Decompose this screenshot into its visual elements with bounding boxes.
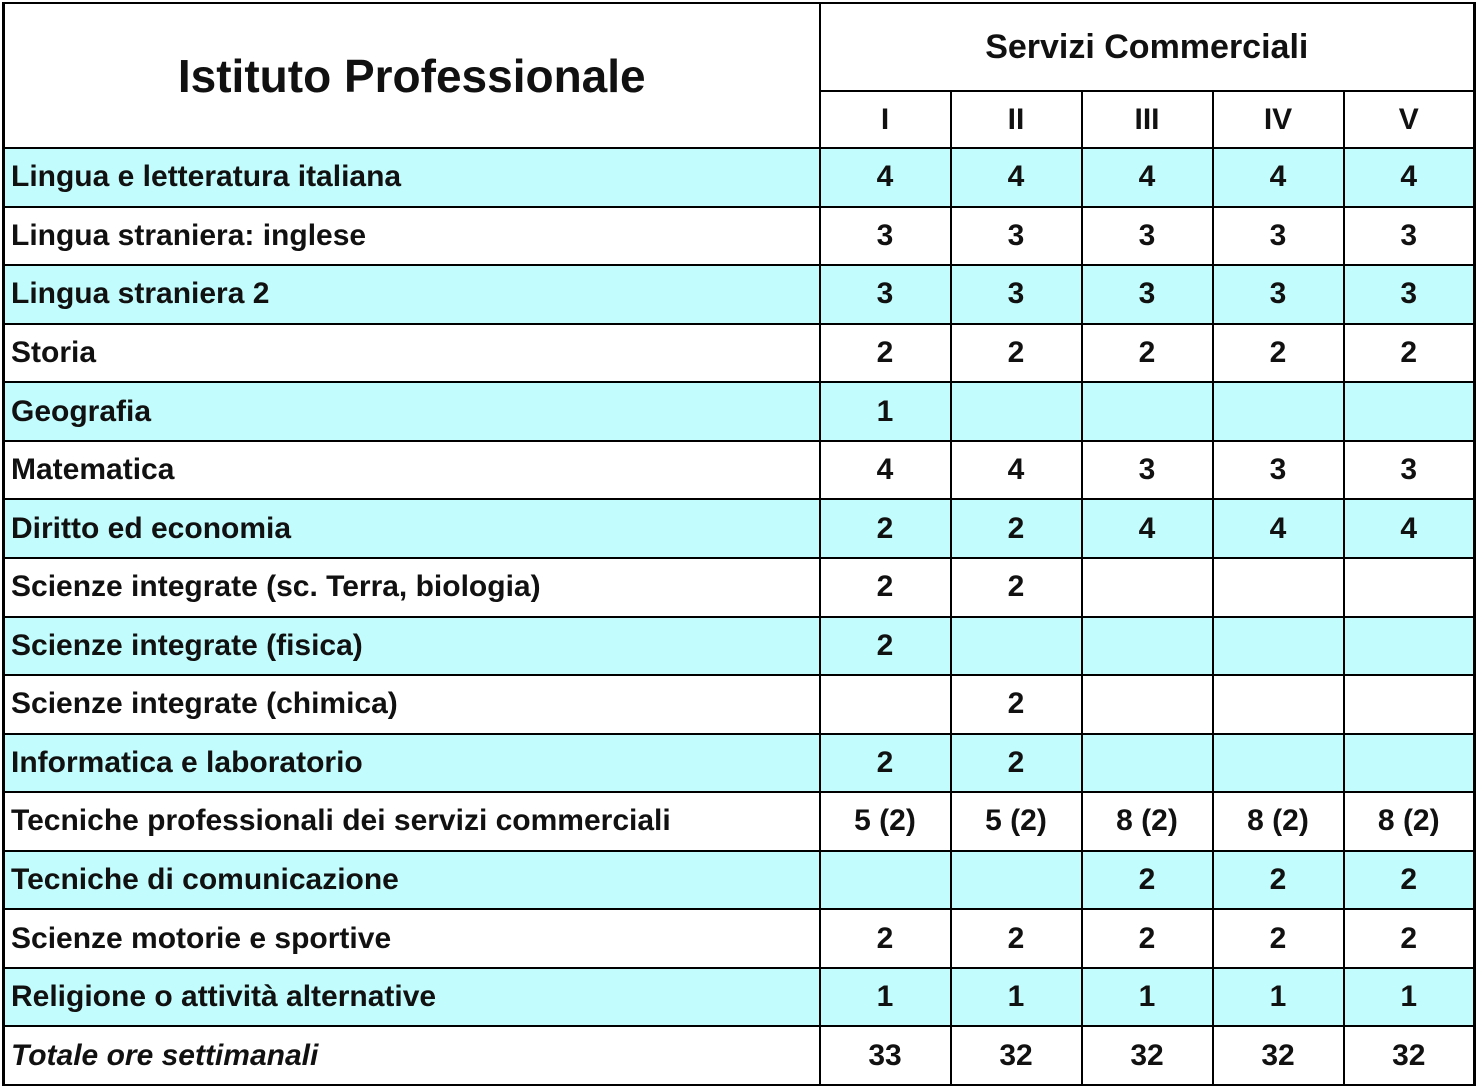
subject-cell: Scienze integrate (chimica) — [4, 675, 820, 734]
subject-cell: Tecniche professionali dei servizi commerciali — [4, 792, 820, 851]
table-row — [4, 499, 1475, 558]
hours-cell — [1213, 675, 1344, 734]
hours-cell: 2 — [1213, 324, 1344, 383]
hours-cell — [1213, 617, 1344, 676]
hours-cell: 2 — [820, 499, 951, 558]
hours-cell: 2 — [1344, 851, 1475, 910]
subject-cell: Geografia — [4, 382, 820, 441]
hours-cell — [951, 851, 1082, 910]
table-row — [4, 968, 1475, 1027]
year-header-5: V — [1344, 91, 1475, 148]
hours-cell: 2 — [820, 617, 951, 676]
hours-cell: 1 — [951, 968, 1082, 1027]
subject-cell: Scienze integrate (sc. Terra, biologia) — [4, 558, 820, 617]
hours-cell: 2 — [1082, 909, 1213, 968]
hours-cell: 3 — [1213, 441, 1344, 500]
table-row — [4, 324, 1475, 383]
total-hours-cell: 32 — [1344, 1026, 1475, 1085]
subject-cell: Storia — [4, 324, 820, 383]
total-hours-cell: 32 — [1082, 1026, 1213, 1085]
hours-cell: 1 — [820, 968, 951, 1027]
year-header-3: III — [1082, 91, 1213, 148]
hours-cell — [1344, 382, 1475, 441]
hours-cell: 1 — [1344, 968, 1475, 1027]
subject-cell: Informatica e laboratorio — [4, 734, 820, 793]
hours-cell: 5 (2) — [820, 792, 951, 851]
hours-cell — [1082, 558, 1213, 617]
table-row — [4, 382, 1475, 441]
hours-cell: 2 — [951, 324, 1082, 383]
hours-cell: 5 (2) — [951, 792, 1082, 851]
hours-cell — [951, 617, 1082, 676]
hours-cell — [820, 851, 951, 910]
table-row — [4, 792, 1475, 851]
total-label: Totale ore settimanali — [4, 1026, 820, 1085]
table-row — [4, 617, 1475, 676]
hours-cell — [1082, 734, 1213, 793]
table-row — [4, 909, 1475, 968]
hours-cell: 3 — [1082, 207, 1213, 266]
hours-cell — [951, 382, 1082, 441]
year-header-4: IV — [1213, 91, 1344, 148]
hours-cell: 8 (2) — [1082, 792, 1213, 851]
hours-cell — [1344, 558, 1475, 617]
hours-cell: 2 — [1213, 909, 1344, 968]
hours-cell: 2 — [820, 324, 951, 383]
hours-cell: 3 — [1082, 265, 1213, 324]
table-row — [4, 441, 1475, 500]
hours-cell: 8 (2) — [1213, 792, 1344, 851]
hours-cell: 2 — [820, 558, 951, 617]
hours-cell: 3 — [1344, 441, 1475, 500]
header-row-course — [4, 3, 1475, 91]
hours-cell: 8 (2) — [1344, 792, 1475, 851]
table-row — [4, 734, 1475, 793]
hours-cell — [1213, 558, 1344, 617]
hours-cell: 1 — [820, 382, 951, 441]
hours-cell: 4 — [951, 148, 1082, 207]
hours-cell — [1344, 675, 1475, 734]
hours-cell: 3 — [951, 265, 1082, 324]
hours-cell — [1213, 382, 1344, 441]
total-hours-cell: 32 — [951, 1026, 1082, 1085]
total-hours-cell: 32 — [1213, 1026, 1344, 1085]
table-row — [4, 207, 1475, 266]
hours-cell: 3 — [951, 207, 1082, 266]
subject-cell: Lingua straniera 2 — [4, 265, 820, 324]
hours-cell: 4 — [1344, 148, 1475, 207]
hours-cell — [1213, 734, 1344, 793]
year-header-2: II — [951, 91, 1082, 148]
hours-cell: 2 — [1082, 324, 1213, 383]
subject-cell: Diritto ed economia — [4, 499, 820, 558]
hours-cell: 3 — [1082, 441, 1213, 500]
hours-cell: 3 — [820, 265, 951, 324]
table-row — [4, 148, 1475, 207]
hours-cell: 2 — [1082, 851, 1213, 910]
table-row — [4, 265, 1475, 324]
hours-cell: 3 — [1213, 265, 1344, 324]
year-header-1: I — [820, 91, 951, 148]
hours-cell: 2 — [1344, 909, 1475, 968]
hours-cell: 3 — [1344, 265, 1475, 324]
hours-cell: 2 — [951, 499, 1082, 558]
hours-cell: 4 — [820, 148, 951, 207]
course-header: Servizi Commerciali — [820, 3, 1475, 91]
hours-cell — [820, 675, 951, 734]
hours-cell — [1344, 617, 1475, 676]
subject-cell: Lingua e letteratura italiana — [4, 148, 820, 207]
hours-cell: 2 — [951, 675, 1082, 734]
hours-cell: 4 — [1213, 499, 1344, 558]
subject-cell: Tecniche di comunicazione — [4, 851, 820, 910]
hours-cell: 2 — [951, 734, 1082, 793]
hours-cell: 4 — [1082, 148, 1213, 207]
subject-cell: Scienze integrate (fisica) — [4, 617, 820, 676]
hours-cell: 2 — [1344, 324, 1475, 383]
table-title: Istituto Professionale — [4, 3, 820, 148]
timetable-body — [4, 148, 1475, 1085]
hours-cell: 4 — [1082, 499, 1213, 558]
table-row — [4, 851, 1475, 910]
subject-cell: Scienze motorie e sportive — [4, 909, 820, 968]
total-row — [4, 1026, 1475, 1085]
hours-cell — [1082, 617, 1213, 676]
hours-cell: 2 — [820, 734, 951, 793]
hours-cell: 4 — [951, 441, 1082, 500]
hours-cell: 4 — [1344, 499, 1475, 558]
table-row — [4, 675, 1475, 734]
timetable — [2, 2, 1476, 1086]
hours-cell — [1082, 675, 1213, 734]
hours-cell: 3 — [820, 207, 951, 266]
hours-cell — [1082, 382, 1213, 441]
hours-cell — [1344, 734, 1475, 793]
hours-cell: 4 — [820, 441, 951, 500]
hours-cell: 1 — [1213, 968, 1344, 1027]
hours-cell: 3 — [1344, 207, 1475, 266]
table-row — [4, 558, 1475, 617]
subject-cell: Matematica — [4, 441, 820, 500]
hours-cell: 1 — [1082, 968, 1213, 1027]
hours-cell: 2 — [951, 558, 1082, 617]
subject-cell: Religione o attività alternative — [4, 968, 820, 1027]
hours-cell: 2 — [951, 909, 1082, 968]
hours-cell: 2 — [820, 909, 951, 968]
hours-cell: 4 — [1213, 148, 1344, 207]
subject-cell: Lingua straniera: inglese — [4, 207, 820, 266]
hours-cell: 3 — [1213, 207, 1344, 266]
total-hours-cell: 33 — [820, 1026, 951, 1085]
hours-cell: 2 — [1213, 851, 1344, 910]
